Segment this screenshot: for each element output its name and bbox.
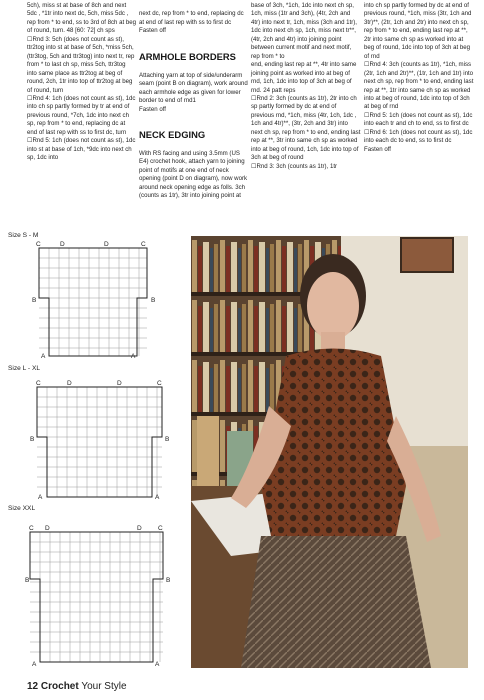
point-label-a: A [32, 661, 37, 668]
page-footer [27, 681, 127, 693]
garment-outline [37, 387, 162, 497]
garment-outline [39, 248, 147, 356]
point-label-b: B [151, 297, 156, 304]
point-label-a: A [131, 353, 136, 360]
point-label-a: A [155, 661, 160, 668]
point-label-c: C [36, 241, 41, 248]
point-label-d: D [67, 380, 72, 387]
pattern-text: With RS facing and using 3.5mm (US E4) crochet hook, attach yarn to joining point of motifs at one end of neck opening (point D on diagram), now work around neck opening edge as folls. 3ch (counts as 1tr), 3tr into joining point at [139, 149, 248, 200]
point-label-c: C [141, 241, 146, 248]
size-label-xxl: Size XXL [8, 505, 36, 512]
size-diagram-s-m [27, 238, 183, 360]
wall-picture [401, 238, 453, 272]
diagram-grid [39, 248, 147, 356]
section-heading-neck-edging: NECK EDGING [139, 129, 206, 141]
point-label-d: D [60, 241, 65, 248]
point-label-d: D [117, 380, 122, 387]
pencil-pot [197, 416, 219, 486]
size-label-l-xl: Size L - XL [8, 365, 41, 372]
point-label-c: C [29, 525, 34, 532]
pattern-column-3: base of 3ch, *1ch, 1dc into next ch sp, 1ch, miss (1tr and 3ch), (4tr, 2ch and 4tr) into next tr, 1ch, miss (3ch and 1tr), 1dc into next ch sp, 1ch, miss next tr**, (4tr, 2ch and 4tr) into joining point between current motif and next motif, rep from * to end, ending last rep at **, 4tr into same joining point as worked into at beg of rnd, 1ch, 1dc into top of 3ch at beg of rnd. 24 patt reps ☐Rnd 2: 3ch (counts as 1tr), 2tr into ch sp partly formed by dc at end of previous rnd, *1ch, miss (4tr, 1ch, 1dc , 1ch and 4tr)**, (3tr, 2ch and 3tr) into next ch sp, rep from * to end, ending last rep at **, 3tr into same ch sp as worked into at beg of round, 1ch, 1dc into top of 3ch at beg of round ☐Rnd 3: 3ch (counts as 1tr), 1tr [251, 2, 361, 170]
pattern-column-4: into ch sp partly formed by dc at end of previous round, *1ch, miss (3tr, 1ch and 3tr)**, (2tr, 1ch and 2tr) into next ch sp, rep from * to end, ending last rep at **, 2tr into same ch sp as worked into at beg of round, 1dc into top of 3ch at beg of rnd ☐Rnd 4: 3ch (counts as 1tr), *1ch, miss (2tr, 1ch and 2tr)**, (1tr, 1ch and 1tr) into next ch sp, rep from * to end, ending last rep at **, 1tr into same ch sp as worked into at beg of round, 1dc into top of 3ch at beg of rnd ☐Rnd 5: 1ch (does not count as st), 1dc into each tr and ch to end, ss to first dc ☐Rnd 6: 1ch (does not count as st), 1dc into each dc to end, ss to first dc Fasten off [364, 2, 474, 153]
page-number: 12 [27, 681, 39, 692]
point-label-a: A [38, 494, 43, 501]
point-label-c: C [157, 380, 162, 387]
diagram-grid [37, 387, 162, 497]
photo-illustration [191, 236, 468, 668]
point-label-b: B [166, 577, 171, 584]
point-label-b: B [25, 577, 30, 584]
pattern-text: next dc, rep from * to end, replacing dc at end of last rep with ss to first dc Fasten off [139, 10, 244, 35]
pattern-text: Attaching yarn at top of side/underarm seam (point B on diagram), work around each armhole edge as given for lower border to end of rnd1 Fasten off [139, 71, 248, 113]
point-label-b: B [32, 297, 37, 304]
skirt [241, 536, 431, 668]
point-label-a: A [41, 353, 46, 360]
size-diagram-xxl [27, 522, 183, 667]
magazine-brand: Crochet [40, 681, 79, 692]
magazine-tagline: Your Style [81, 681, 127, 692]
pattern-column-1: 5ch), miss st at base of 8ch and next 5dc , *1tr into next dc, 5ch, miss 5dc , rep from * to end, ss to 3rd of 8ch at beg of round, turn. 48 [60: 72] ch sps ☐Rnd 3: 5ch (does not count as st), ttr2tog into st at base of 5ch, *miss 5ch, (ttr3tog, 5ch and ttr3tog) into next tr, rep from * to last ch sp, miss 5ch, ttr3tog into same place as ttr2tog at beg of round, 2ch, 1tr into top of ttr2tog at beg of round, turn ☐Rnd 4: 1ch (does not count as st), 1dc into ch sp partly formed by tr at end of previous round, *7ch, 1dc into next ch sp, rep from * to end, replacing dc at end of last rep with ss to first dc, turn ☐Rnd 5: 1ch (does not count as st), 1dc into st at base of 1ch, *9dc into next ch sp, 1dc into [27, 2, 137, 162]
point-label-d: D [104, 241, 109, 248]
point-label-b: B [30, 436, 35, 443]
point-label-c: C [158, 525, 163, 532]
model-photo [191, 236, 468, 668]
point-label-b: B [165, 436, 170, 443]
size-diagram-l-xl [27, 377, 183, 502]
point-label-d: D [137, 525, 142, 532]
size-label-s-m: Size S - M [8, 232, 39, 239]
point-label-c: C [36, 380, 41, 387]
diagram-grid [30, 532, 163, 662]
point-label-a: A [155, 494, 160, 501]
section-heading-armhole-borders: ARMHOLE BORDERS [139, 51, 236, 63]
face [307, 272, 359, 340]
pattern-column-2 [139, 2, 249, 209]
point-label-d: D [45, 525, 50, 532]
